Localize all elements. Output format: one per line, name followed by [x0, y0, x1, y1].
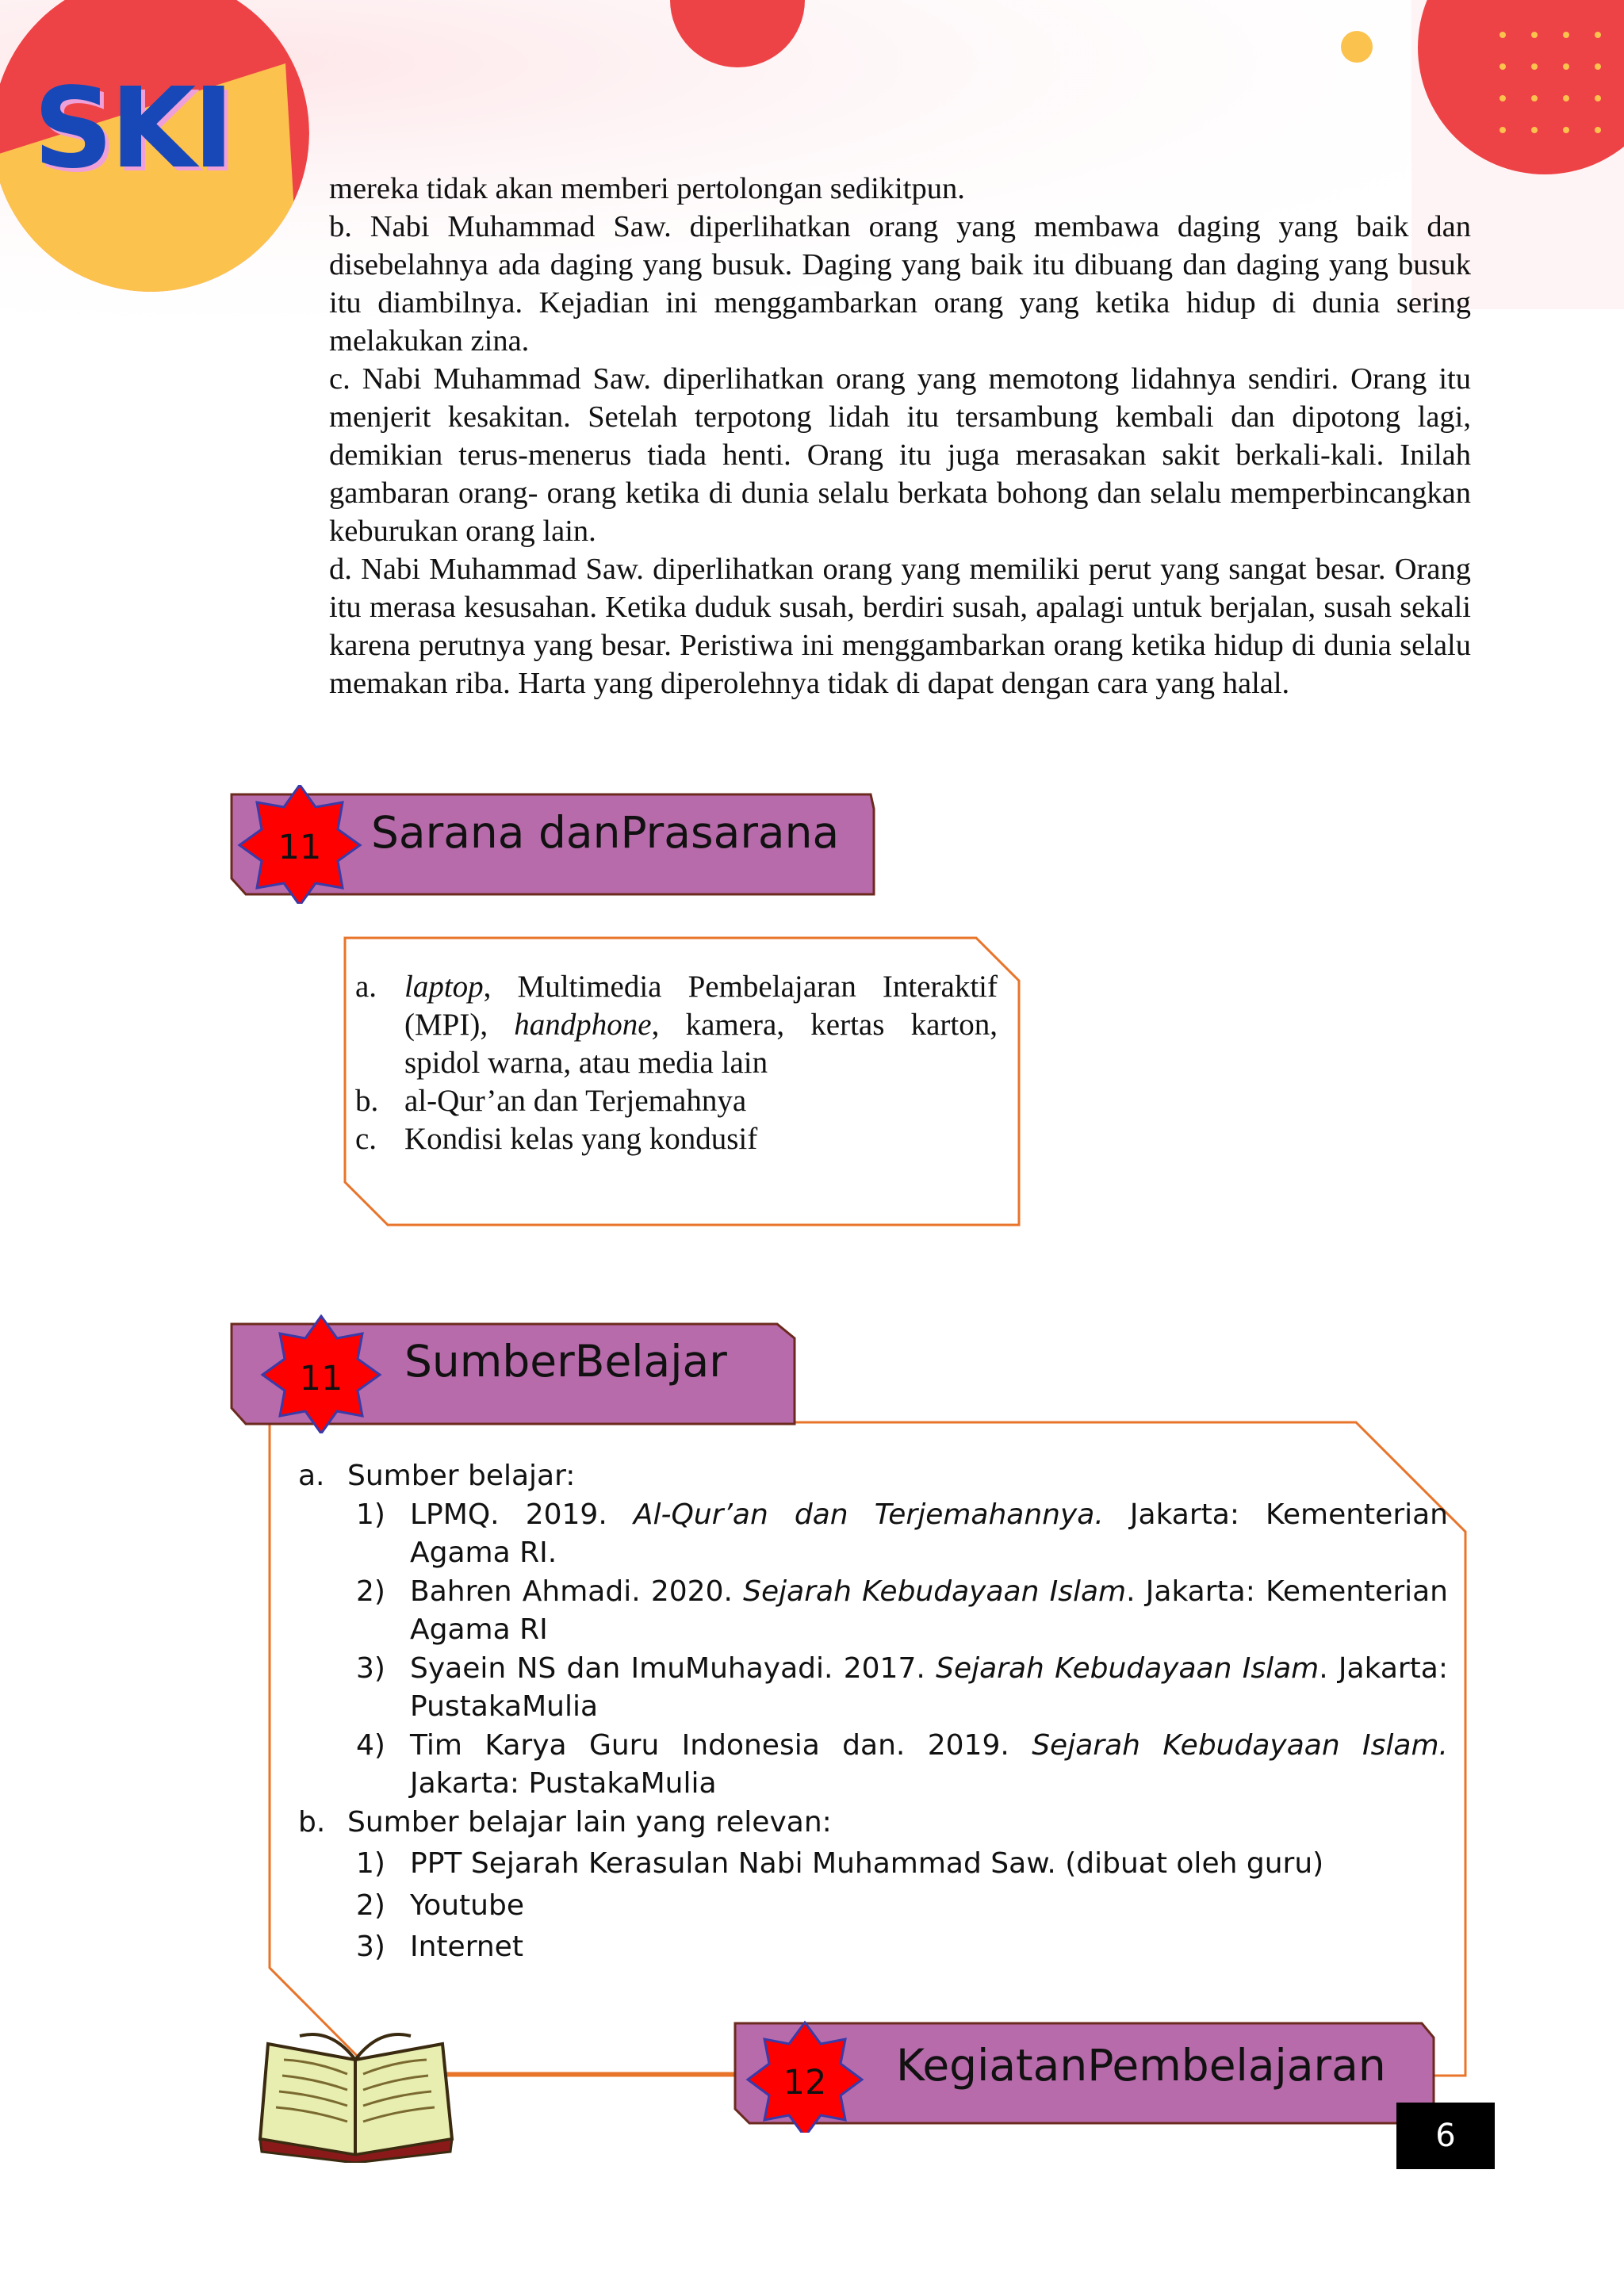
list-item: c. Kondisi kelas yang kondusif [355, 1122, 758, 1156]
list-item: 3) Syaein NS dan ImuMuhayadi. 2017. Sejarah Kebudayaan Islam. Jakarta: PustakaMulia [356, 1651, 1448, 1723]
logo-text: SKI [33, 64, 232, 193]
sumber-title: SumberBelajar [404, 1336, 727, 1387]
sumber-list [298, 1457, 1448, 1967]
list-item: a. Sumber belajar: [298, 1460, 576, 1492]
list-item: 3) Internet [356, 1931, 523, 1963]
list-item: 4) Tim Karya Guru Indonesia dan. 2019. Sejarah Kebudayaan Islam. Jakarta: PustakaMulia [356, 1728, 1448, 1800]
intro-text [329, 170, 1471, 702]
intro-paragraph-0: mereka tidak akan memberi pertolongan sedikitpun. [329, 172, 965, 205]
sumber-number: 11 [299, 1359, 343, 1399]
intro-paragraph-c: c. Nabi Muhammad Saw. diperlihatkan orang yang memotong lidahnya sendiri. Orang itu menjerit kesakitan. Setelah terpotong lidah itu tersambung kembali dan dipotong lagi, demikian terus-menerus tiada henti. Orang itu juga merasakan sakit berkali-kali. Inilah gambaran orang- orang ketika di dunia selalu berkata bohong dan selalu memperbincangkan keburukan orang lain. [329, 362, 1471, 548]
intro-paragraph-d: d. Nabi Muhammad Saw. diperlihatkan orang yang memiliki perut yang sangat besar. Orang itu merasa kesusahan. Ketika duduk susah, berdiri susah, apalagi untuk berjalan, susah sekali karena perutnya yang besar. Peristiwa ini menggambarkan orang ketika hidup di dunia selalu memakan riba. Harta yang diperolehnya tidak di dapat dengan cara yang halal. [329, 553, 1471, 700]
open-book-icon [252, 2012, 460, 2163]
kegiatan-number: 12 [783, 2063, 827, 2103]
list-item: b. al-Qur’an dan Terjemahnya [355, 1084, 747, 1118]
list-item: 2) Youtube [356, 1888, 524, 1922]
yellow-dot [1341, 31, 1373, 63]
sarana-number: 11 [278, 828, 322, 867]
list-item: 2) Bahren Ahmadi. 2020. Sejarah Kebudayaan Islam. Jakarta: Kementerian Agama RI [356, 1575, 1449, 1646]
connector-line [444, 2069, 745, 2077]
list-item: 1) PPT Sejarah Kerasulan Nabi Muhammad Saw. (dibuat oleh guru) [356, 1847, 1324, 1880]
list-item: b. Sumber belajar lain yang relevan: [298, 1805, 832, 1839]
sarana-list [355, 968, 998, 1158]
list-item: 1) LPMQ. 2019. Al-Qur’an dan Terjemahannya. Jakarta: Kementerian Agama RI. [356, 1498, 1448, 1569]
page-number: 6 [1396, 2103, 1495, 2169]
kegiatan-title: KegiatanPembelajaran [896, 2040, 1386, 2091]
intro-paragraph-b: b. Nabi Muhammad Saw. diperlihatkan orang yang membawa daging yang baik dan disebelahnya ada daging yang busuk. Daging yang baik itu dibuang dan daging yang busuk itu diambilnya. Kejadian ini menggambarkan orang yang ketika hidup di dunia sering melakukan zina. [329, 210, 1471, 358]
sarana-title: Sarana danPrasarana [371, 807, 840, 858]
list-item: a. laptop, Multimedia Pembelajaran Interaktif (MPI), handphone, kamera, kertas karton, spidol warna, atau media lain [355, 970, 998, 1080]
